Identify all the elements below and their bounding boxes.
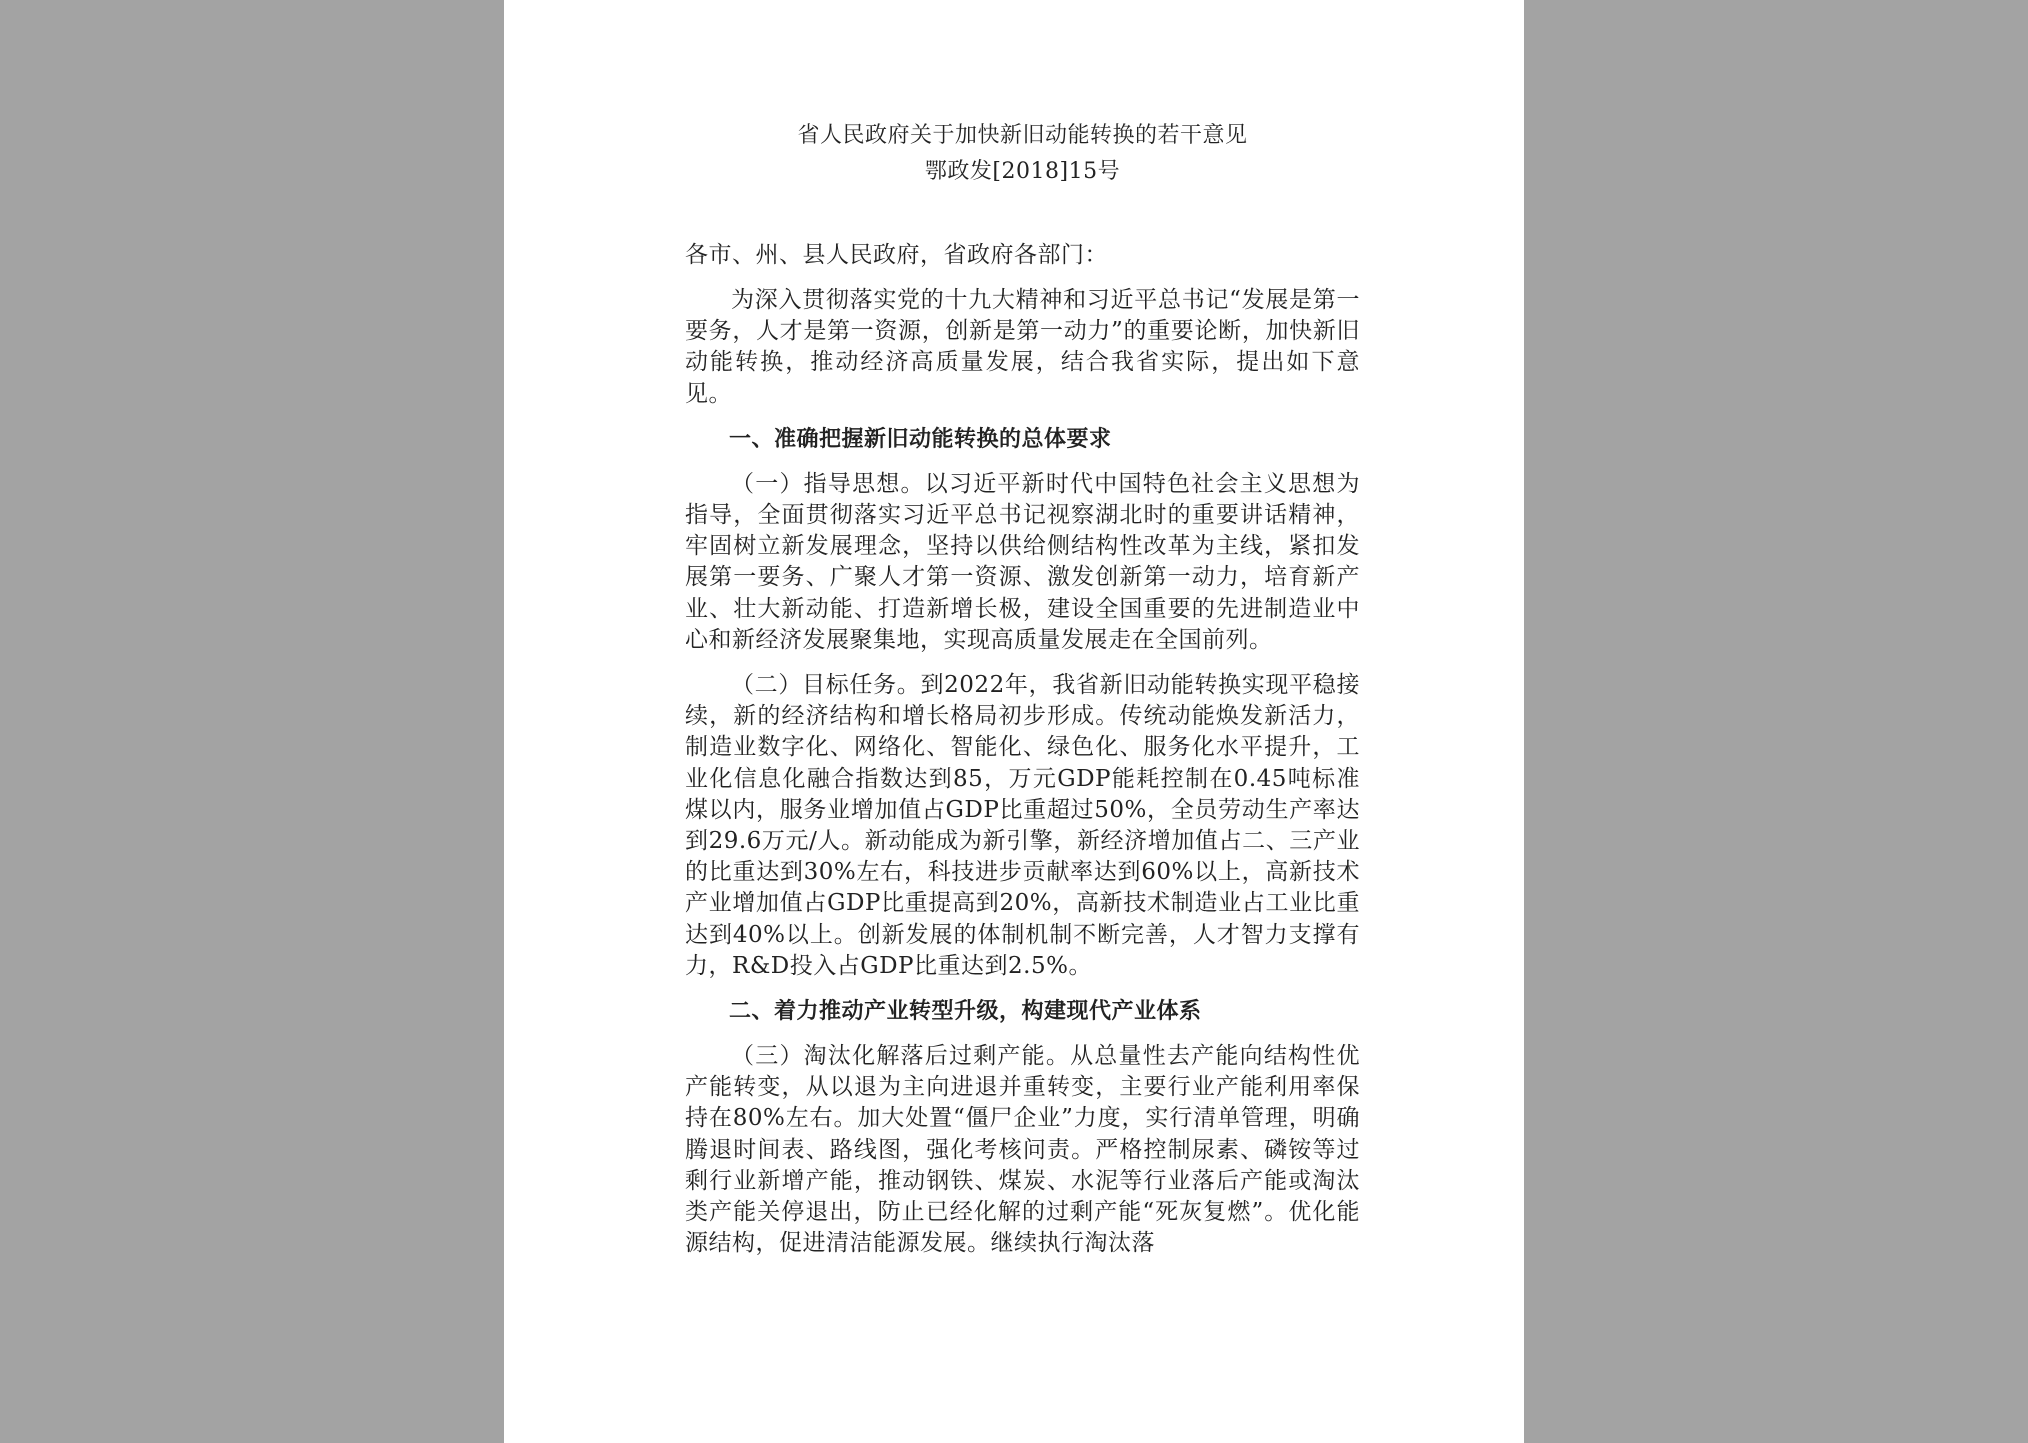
section-heading-1: 一、准确把握新旧动能转换的总体要求 <box>729 426 1112 452</box>
section-heading-2: 二、着力推动产业转型升级，构建现代产业体系 <box>729 999 1202 1025</box>
document-page <box>504 0 1524 1443</box>
document-content <box>685 118 1360 1259</box>
document-title: 省人民政府关于加快新旧动能转换的若干意见 <box>797 123 1248 148</box>
paragraph-guiding-thought: （一）指导思想。以习近平新时代中国特色社会主义思想为指导，全面贯彻落实习近平总书记视察湖北时的重要讲话精神，牢固树立新发展理念，坚持以供给侧结构性改革为主线，紧扣发展第一要务、广聚人才第一资源、激发创新第一动力，培育新产业、壮大新动能、打造新增长极，建设全国重要的先进制造业中心和新经济发展聚集地，实现高质量发展走在全国前列。 <box>685 470 1360 653</box>
salutation: 各市、州、县人民政府，省政府各部门： <box>685 242 1108 268</box>
intro-paragraph: 为深入贯彻落实党的十九大精神和习近平总书记“发展是第一要务，人才是第一资源，创新是第一动力”的重要论断，加快新旧动能转换，推动经济高质量发展，结合我省实际，提出如下意见。 <box>685 287 1360 407</box>
paragraph-eliminate-capacity: （三）淘汰化解落后过剩产能。从总量性去产能向结构性优产能转变，从以退为主向进退并重转变，主要行业产能利用率保持在80%左右。加大处置“僵尸企业”力度，实行清单管理，明确腾退时间表、路线图，强化考核问责。严格控制尿素、磷铵等过剩行业新增产能，推动钢铁、煤炭、水泥等行业落后产能或淘汰类产能关停退出，防止已经化解的过剩产能“死灰复燃”。优化能源结构，促进清洁能源发展。继续执行淘汰落 <box>685 1043 1360 1257</box>
paragraph-targets: （二）目标任务。到2022年，我省新旧动能转换实现平稳接续，新的经济结构和增长格局初步形成。传统动能焕发新活力，制造业数字化、网络化、智能化、绿色化、服务化水平提升，工业化信息化融合指数达到85，万元GDP能耗控制在0.45吨标准煤以内，服务业增加值占GDP比重超过50%，全员劳动生产率达到29.6万元/人。新动能成为新引擎，新经济增加值占二、三产业的比重达到30%左右，科技进步贡献率达到60%以上，高新技术产业增加值占GDP比重提高到20%，高新技术制造业占工业比重达到40%以上。创新发展的体制机制不断完善，人才智力支撑有力，R&D投入占GDP比重达到2.5%。 <box>685 672 1360 979</box>
document-number: 鄂政发[2018]15号 <box>924 159 1121 184</box>
